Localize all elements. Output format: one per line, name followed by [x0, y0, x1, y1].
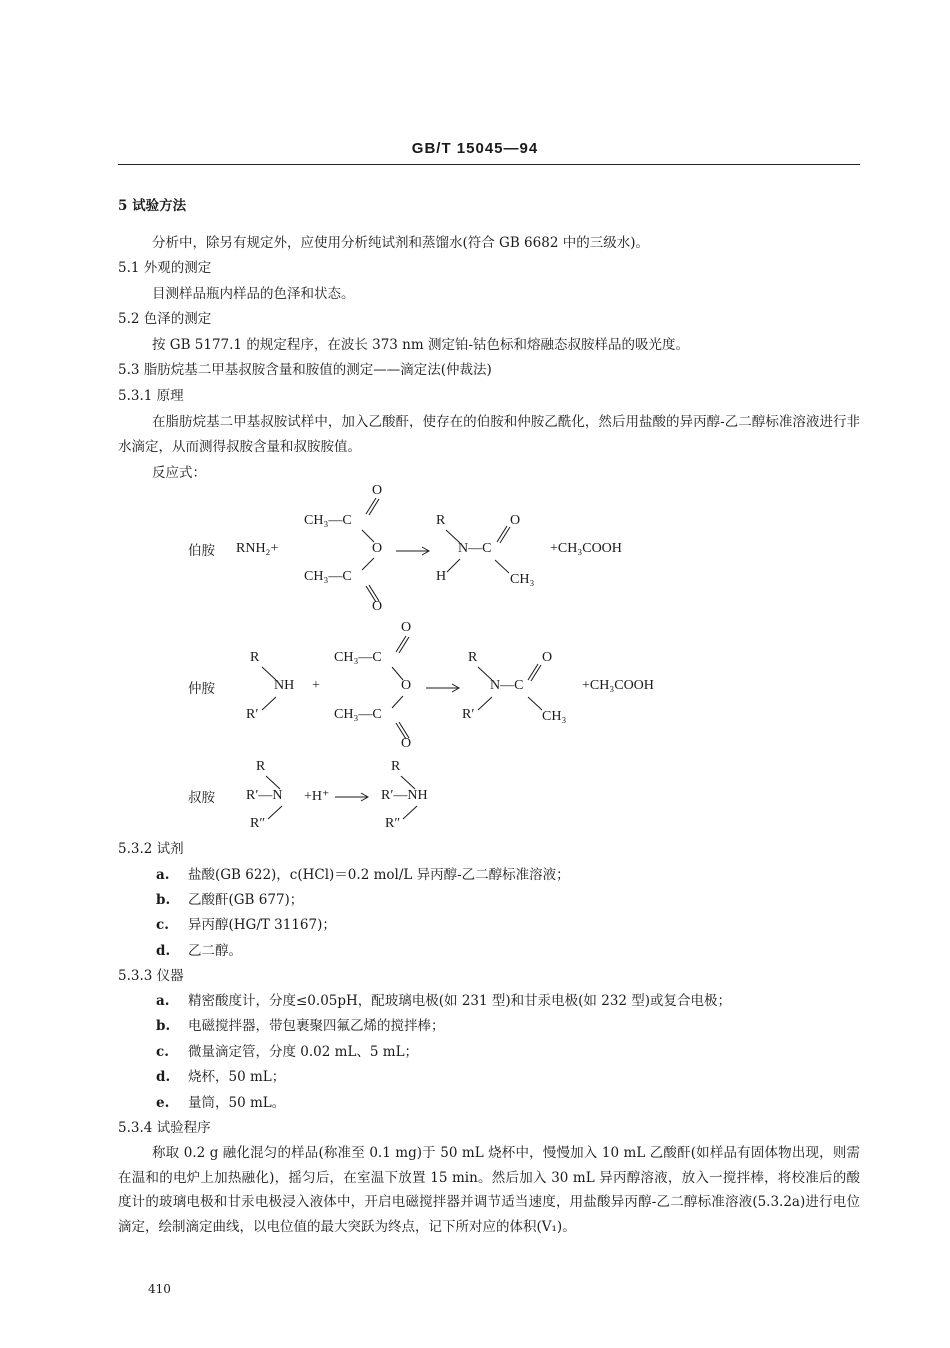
secondary-nh: NH — [274, 678, 295, 693]
amide-h: H — [436, 569, 447, 584]
section-5-1-heading: 5.1 外观的测定 — [118, 260, 212, 276]
reaction-label: 反应式： — [152, 465, 206, 481]
section-5-title: 5 试验方法 — [118, 198, 187, 214]
secondary-amide-n-c: N—C — [490, 678, 524, 693]
list-item-mark: c. — [156, 917, 169, 933]
list-item-mark: e. — [156, 1095, 170, 1111]
list-item-mark: c. — [156, 1044, 169, 1060]
list-item-mark: a. — [156, 867, 170, 883]
secondary-anhydride-ch3-bottom: CH₃—C — [334, 707, 382, 722]
primary-amine-label: 伯胺 — [188, 543, 215, 559]
tertiary-product-r-double-prime: R″ — [385, 816, 401, 831]
anhydride-bridge-o: O — [372, 541, 383, 556]
anhydride-ch3-top: CH₃—C — [304, 513, 352, 528]
tertiary-product-r: R — [391, 759, 401, 774]
list-item: 盐酸(GB 622)，c(HCl)＝0.2 mol/L 异丙醇-乙二醇标准溶液； — [188, 867, 570, 883]
secondary-plus: + — [312, 678, 320, 693]
list-item: 电磁搅拌器，带包裹聚四氟乙烯的搅拌棒； — [188, 1018, 445, 1034]
tertiary-plus-h: +H⁺ — [304, 789, 330, 804]
section-5-3-4-heading: 5.3.4 试验程序 — [118, 1120, 211, 1136]
amide-r: R — [436, 513, 446, 528]
section-5-3-4-text: 称取 0.2 g 融化混匀的样品(称准至 0.1 mg)于 50 mL 烧杯中，慢慢加入 10 mL 乙酸酐(如样品有固体物出现，则需在温和的电炉上加热融化)，摇匀后，在室温下放置 15 min。然后加入 30 mL 异丙醇溶液，放入一搅拌棒，将校准后的酸度计的玻璃电极和甘汞电极浸入液体中，开启电磁搅拌器并调节适当速度，用盐酸异丙醇-乙二醇标准溶液(5.3.2a)进行电位滴定，绘制滴定曲线，以电位值的最大突跃为终点，记下所对应的体积(V₁)。 — [118, 1145, 860, 1235]
section-5-3-3-heading: 5.3.3 仪器 — [118, 968, 184, 984]
anhydride-ch3-bottom: CH₃—C — [304, 569, 352, 584]
secondary-anhydride-ch3-top: CH₃—C — [334, 650, 382, 665]
amide-ch3: CH₃ — [510, 572, 535, 587]
list-item: 量筒，50 mL。 — [188, 1095, 286, 1111]
tertiary-product-r-prime-nh: R′—NH — [381, 788, 428, 803]
list-item-mark: d. — [156, 943, 171, 959]
secondary-amide-r: R — [468, 650, 478, 665]
secondary-anhydride-o-bottom: O — [401, 736, 412, 751]
secondary-r-prime: R′ — [246, 707, 259, 722]
standard-number-header: GB/T 15045—94 — [411, 140, 539, 157]
section-5-2-text: 按 GB 5177.1 的规定程序，在波长 373 nm 测定铂-钴色标和熔融态叔胺样品的吸光度。 — [152, 337, 690, 353]
secondary-amide-ch3: CH₃ — [542, 709, 567, 724]
section-5-2-heading: 5.2 色泽的测定 — [118, 311, 212, 327]
page-number: 410 — [148, 1282, 171, 1296]
section-5-3-heading: 5.3 脂肪烷基二甲基叔胺含量和胺值的测定——滴定法(仲裁法) — [118, 362, 492, 378]
tertiary-r: R — [256, 759, 266, 774]
list-item-mark: a. — [156, 993, 170, 1009]
list-item-mark: b. — [156, 1018, 171, 1034]
list-item-mark: d. — [156, 1069, 171, 1085]
amide-n-c: N—C — [458, 541, 492, 556]
primary-amine-reactant: RNH₂+ — [236, 541, 279, 556]
tertiary-amine-label: 叔胺 — [188, 790, 215, 806]
amide-carbonyl-o: O — [510, 513, 521, 528]
anhydride-carbonyl-o-bottom: O — [372, 599, 383, 614]
section-5-3-2-heading: 5.3.2 试剂 — [118, 841, 184, 857]
list-item: 乙酸酐(GB 677)； — [188, 892, 304, 908]
list-item: 乙二醇。 — [188, 943, 242, 959]
section-5-intro: 分析中，除另有规定外，应使用分析纯试剂和蒸馏水(符合 GB 6682 中的三级水)。 — [152, 235, 649, 251]
section-5-3-1-heading: 5.3.1 原理 — [118, 388, 184, 404]
tertiary-r-double-prime: R″ — [250, 816, 266, 831]
secondary-amine-label: 仲胺 — [188, 681, 215, 697]
primary-byproduct: +CH₃COOH — [550, 541, 622, 556]
list-item: 异丙醇(HG/T 31167)； — [188, 917, 336, 933]
section-5-1-text: 目测样品瓶内样品的色泽和状态。 — [152, 286, 355, 302]
section-5-3-1-text: 在脂肪烷基二甲基叔胺试样中，加入乙酸酐，使存在的伯胺和仲胺乙酰化，然后用盐酸的异丙醇-乙二醇标准溶液进行非水滴定，从而测得叔胺含量和叔胺胺值。 — [118, 414, 860, 455]
secondary-amide-o: O — [542, 650, 553, 665]
secondary-byproduct: +CH₃COOH — [582, 678, 654, 693]
secondary-amide-r-prime: R′ — [462, 707, 475, 722]
list-item: 烧杯，50 mL； — [188, 1069, 286, 1085]
secondary-anhydride-bridge-o: O — [401, 678, 412, 693]
secondary-r: R — [250, 650, 260, 665]
secondary-anhydride-o-top: O — [401, 620, 412, 635]
anhydride-carbonyl-o-top: O — [372, 483, 383, 498]
list-item: 微量滴定管，分度 0.02 mL、5 mL； — [188, 1044, 419, 1060]
tertiary-r-prime-n: R′—N — [246, 788, 283, 803]
list-item-mark: b. — [156, 892, 171, 908]
list-item: 精密酸度计，分度≤0.05pH，配玻璃电极(如 231 型)和甘汞电极(如 232 型)或复合电极； — [188, 993, 732, 1009]
